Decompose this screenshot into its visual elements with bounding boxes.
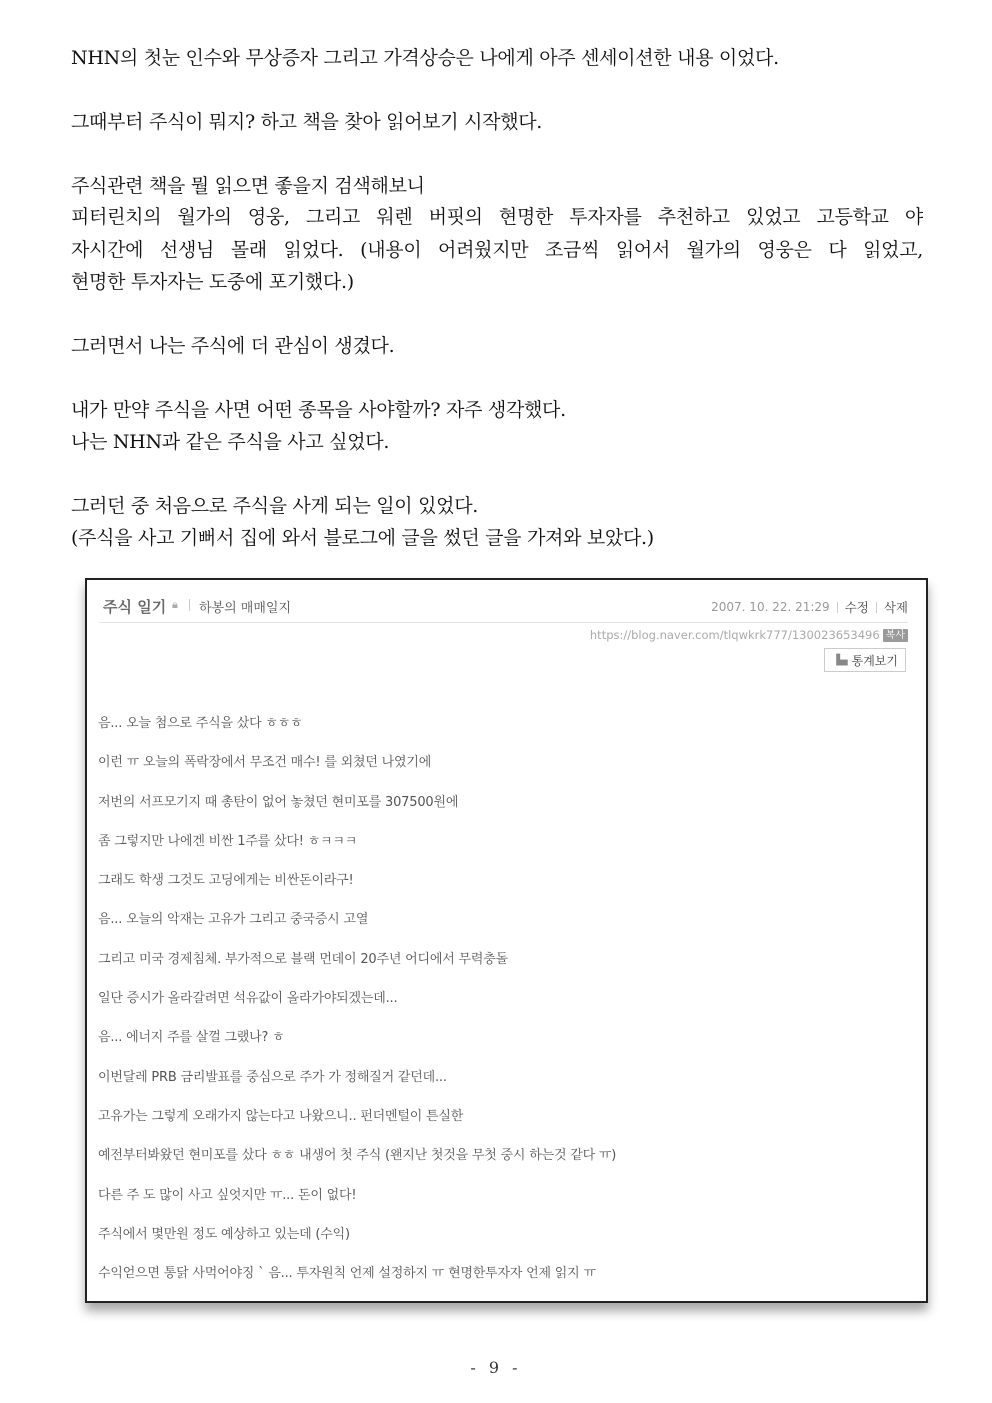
paragraph-5-line-2: 나는 NHN과 같은 주식을 사고 싶었다. <box>71 431 390 453</box>
post-line: 이번달레 PRB 금리발표를 중심으로 주가 가 정해질거 같던데... <box>98 1069 447 1085</box>
post-line: 고유가는 그렇게 오래가지 않는다고 나왔으니.. 펀더멘털이 튼실한 <box>98 1108 464 1124</box>
paragraph-1-line-1: NHN의 첫눈 인수와 무상증자 그리고 가격상승은 나에게 아주 센세이션한 내용 이었다. <box>71 47 779 69</box>
paragraph-6-line-1: 그러던 중 처음으로 주식을 사게 되는 일이 있었다. <box>71 495 478 517</box>
paragraph-2-line-1: 그때부터 주식이 뭐지? 하고 책을 찾아 읽어보기 시작했다. <box>71 111 543 133</box>
post-line: 주식에서 몇만원 정도 예상하고 있는데 (수익) <box>98 1226 350 1242</box>
post-url-row <box>590 628 908 642</box>
divider <box>876 602 877 613</box>
paragraph-3-line-2: 피터린치의 월가의 영웅, 그리고 워렌 버핏의 현명한 투자자를 추천하고 있었고 고등학교 야 <box>71 206 923 228</box>
paragraph-3-line-4: 현명한 투자자는 도중에 포기했다.) <box>71 271 354 293</box>
paragraph-3-line-1: 주식관련 책을 뭘 읽으면 좋을지 검색해보니 <box>71 175 425 197</box>
post-line: 이런 ㅠ 오늘의 폭락장에서 무조건 매수! 를 외쳤던 나였기에 <box>98 755 432 771</box>
post-line: 그리고 미국 경제침체. 부가적으로 블랙 먼데이 20주년 어디에서 무력충돌 <box>98 951 508 967</box>
paragraph-3-line-3: 자시간에 선생님 몰래 읽었다. (내용이 어려웠지만 조금씩 읽어서 월가의 영웅은 다 읽었고, <box>71 239 923 261</box>
post-category[interactable]: 주식 일기 <box>103 598 167 616</box>
divider <box>837 602 838 613</box>
post-line: 음... 오늘의 악재는 고유가 그리고 중국증시 고열 <box>98 912 369 928</box>
blog-name[interactable]: 하봉의 매매일지 <box>199 601 292 616</box>
post-line: 저번의 서프모기지 때 총탄이 없어 놓쳤던 현미포를 307500원에 <box>98 794 459 810</box>
post-header <box>99 592 908 623</box>
edit-link[interactable]: 수정 <box>844 600 869 615</box>
post-line: 수익얻으면 통닭 사먹어야징 ` 음... 투자원칙 언제 설정하지 ㅠ 현명한투자자 언제 읽지 ㅠ <box>98 1266 596 1282</box>
delete-link[interactable]: 삭제 <box>883 600 908 615</box>
bar-chart-icon: ▐▄ <box>832 654 848 666</box>
post-line: 그래도 학생 그것도 고딩에게는 비싼돈이라구! <box>98 873 354 889</box>
post-line: 예전부터봐왔던 현미포를 샀다 ㅎㅎ 내생어 첫 주식 (왠지난 첫것을 무첫 중시 하는것 같다 ㅠ) <box>98 1148 617 1164</box>
post-line: 음... 에너지 주를 살껄 그랬나? ㅎ <box>98 1030 285 1046</box>
post-line: 일단 증시가 올라갈려면 석유값이 올라가야되겠는데... <box>98 991 398 1007</box>
post-line: 좀 그렇지만 나에겐 비싼 1주를 샀다! ㅎㅋㅋㅋ <box>98 833 358 849</box>
post-meta <box>711 598 908 616</box>
post-url[interactable]: https://blog.naver.com/tlqwkrk777/130023653496 <box>589 628 880 642</box>
blog-post-screenshot <box>85 578 928 1303</box>
paragraph-5-line-1: 내가 만약 주식을 사면 어떤 종목을 사야할까? 자주 생각했다. <box>71 399 566 421</box>
post-body <box>98 712 616 1301</box>
paragraph-6-line-2: (주식을 사고 기뻐서 집에 와서 블로그에 글을 썼던 글을 가져와 보았다.) <box>71 527 654 549</box>
stats-button[interactable] <box>824 648 906 672</box>
copy-url-button[interactable]: 복사 <box>883 629 908 642</box>
divider <box>189 599 190 611</box>
post-line: 음... 오늘 첨으로 주식을 샀다 ㅎㅎㅎ <box>98 716 303 731</box>
post-line: 다른 주 도 많이 사고 싶엇지만 ㅠ... 돈이 없다! <box>98 1187 357 1203</box>
stats-label: 통계보기 <box>851 653 898 668</box>
post-datetime: 2007. 10. 22. 21:29 <box>711 600 830 614</box>
page-number: - 9 - <box>470 1358 522 1377</box>
lock-icon: 🔒︎ <box>172 598 178 611</box>
paragraph-4-line-1: 그러면서 나는 주식에 더 관심이 생겼다. <box>71 335 395 357</box>
